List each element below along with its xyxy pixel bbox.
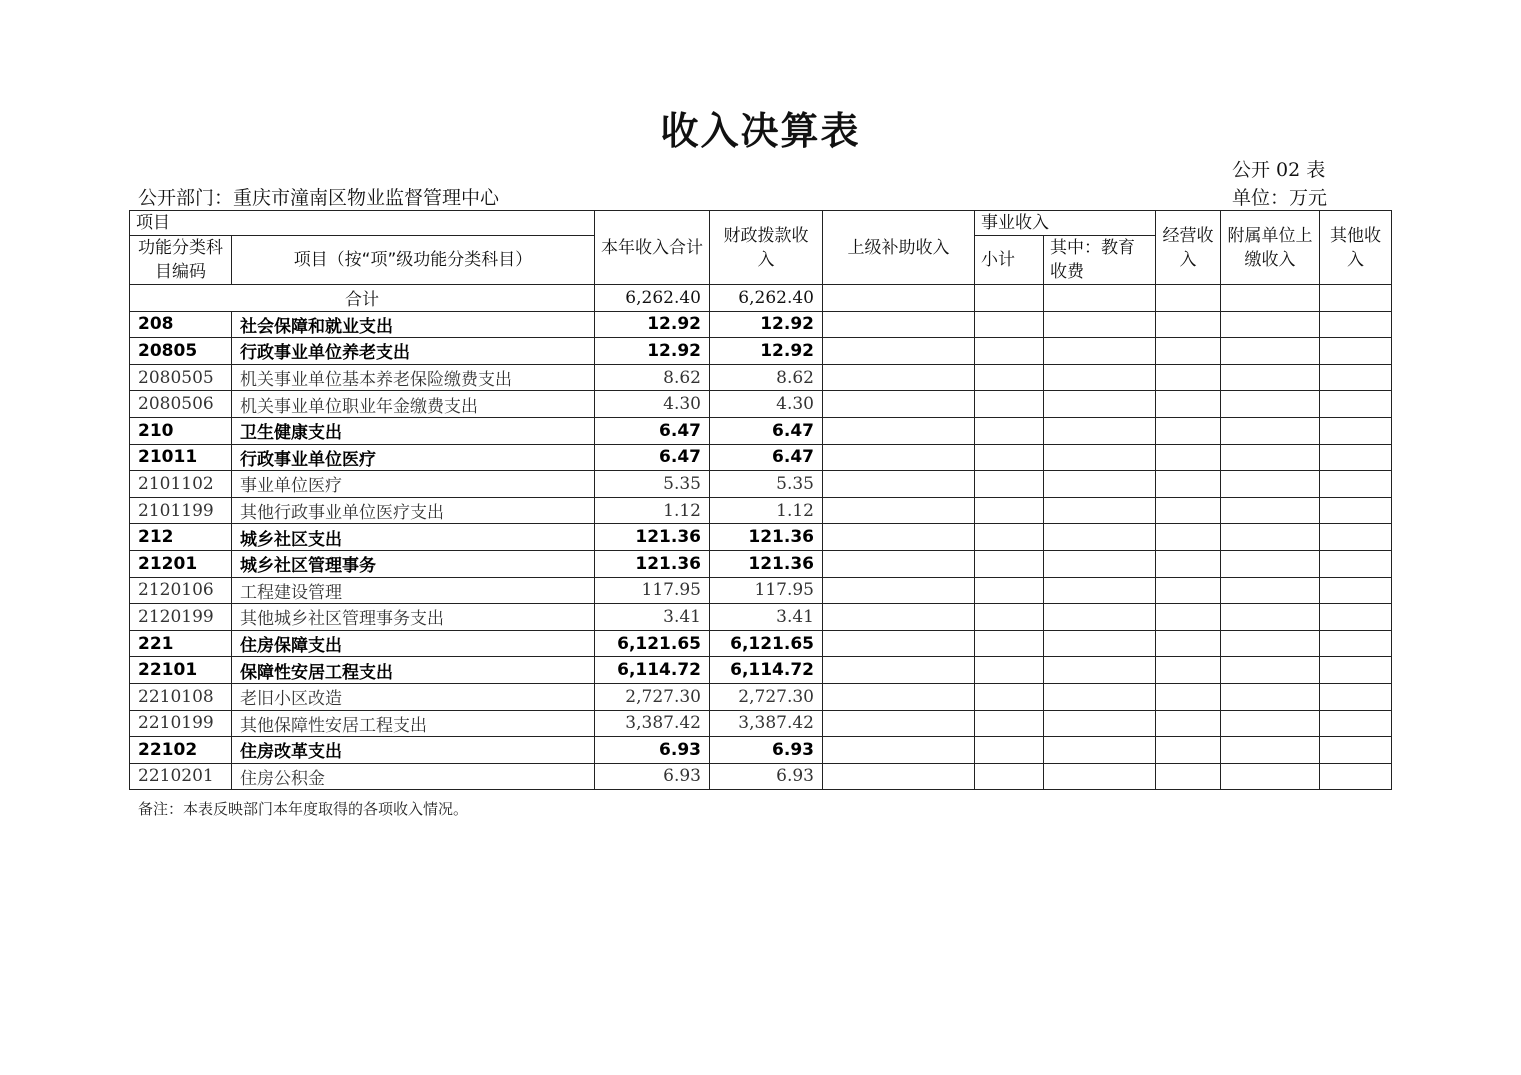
row-fiscal: 121.36 — [710, 550, 823, 577]
empty-cell — [1044, 737, 1156, 764]
empty-cell — [1221, 604, 1320, 631]
empty-cell — [975, 524, 1044, 551]
empty-cell — [1044, 577, 1156, 604]
row-total-income: 1.12 — [595, 497, 710, 524]
row-fiscal: 6.93 — [710, 737, 823, 764]
row-code: 2101199 — [130, 497, 232, 524]
table-body — [130, 285, 1392, 790]
empty-cell — [823, 497, 975, 524]
row-code: 2120106 — [130, 577, 232, 604]
empty-cell — [1320, 737, 1392, 764]
table-row — [130, 577, 1392, 604]
empty-cell — [1221, 285, 1320, 312]
empty-cell — [1156, 524, 1221, 551]
row-code: 22101 — [130, 657, 232, 684]
row-name: 其他行政事业单位医疗支出 — [232, 497, 595, 524]
empty-cell — [1221, 710, 1320, 737]
total-label: 合计 — [130, 285, 595, 312]
empty-cell — [1221, 683, 1320, 710]
row-fiscal: 3.41 — [710, 604, 823, 631]
header-operating: 经营收入 — [1156, 211, 1221, 285]
empty-cell — [1156, 364, 1221, 391]
empty-cell — [823, 444, 975, 471]
empty-cell — [823, 285, 975, 312]
empty-cell — [1320, 444, 1392, 471]
table-row — [130, 444, 1392, 471]
empty-cell — [1044, 391, 1156, 418]
empty-cell — [975, 737, 1044, 764]
row-total-income: 117.95 — [595, 577, 710, 604]
row-name: 事业单位医疗 — [232, 471, 595, 498]
empty-cell — [1320, 577, 1392, 604]
row-name: 住房保障支出 — [232, 630, 595, 657]
header-superior: 上级补助收入 — [823, 211, 975, 285]
empty-cell — [823, 710, 975, 737]
row-code: 212 — [130, 524, 232, 551]
empty-cell — [975, 683, 1044, 710]
empty-cell — [823, 311, 975, 338]
empty-cell — [823, 391, 975, 418]
row-code: 22102 — [130, 737, 232, 764]
empty-cell — [1320, 763, 1392, 790]
empty-cell — [975, 604, 1044, 631]
empty-cell — [975, 417, 1044, 444]
header-other: 其他收入 — [1320, 211, 1392, 285]
row-code: 21201 — [130, 550, 232, 577]
empty-cell — [1221, 338, 1320, 365]
row-fiscal: 5.35 — [710, 471, 823, 498]
empty-cell — [1156, 471, 1221, 498]
empty-cell — [823, 338, 975, 365]
empty-cell — [1044, 763, 1156, 790]
empty-cell — [975, 471, 1044, 498]
empty-cell — [1221, 737, 1320, 764]
row-fiscal: 6.93 — [710, 763, 823, 790]
row-total-income: 6.47 — [595, 417, 710, 444]
row-fiscal: 12.92 — [710, 311, 823, 338]
empty-cell — [1156, 763, 1221, 790]
row-name: 行政事业单位医疗 — [232, 444, 595, 471]
row-total-income: 6,114.72 — [595, 657, 710, 684]
empty-cell — [1044, 285, 1156, 312]
empty-cell — [1156, 391, 1221, 418]
row-name: 城乡社区支出 — [232, 524, 595, 551]
empty-cell — [1044, 710, 1156, 737]
empty-cell — [1221, 497, 1320, 524]
total-fiscal-value: 6,262.40 — [710, 285, 823, 312]
empty-cell — [1221, 417, 1320, 444]
row-name: 卫生健康支出 — [232, 417, 595, 444]
row-fiscal: 4.30 — [710, 391, 823, 418]
empty-cell — [823, 471, 975, 498]
empty-cell — [975, 285, 1044, 312]
row-fiscal: 8.62 — [710, 364, 823, 391]
table-row — [130, 524, 1392, 551]
empty-cell — [1156, 577, 1221, 604]
row-fiscal: 2,727.30 — [710, 683, 823, 710]
table-row — [130, 683, 1392, 710]
empty-cell — [823, 630, 975, 657]
empty-cell — [1156, 338, 1221, 365]
empty-cell — [1044, 471, 1156, 498]
empty-cell — [975, 497, 1044, 524]
row-name: 住房改革支出 — [232, 737, 595, 764]
row-code: 2210199 — [130, 710, 232, 737]
row-total-income: 3.41 — [595, 604, 710, 631]
row-name: 机关事业单位职业年金缴费支出 — [232, 391, 595, 418]
empty-cell — [975, 577, 1044, 604]
empty-cell — [1221, 471, 1320, 498]
empty-cell — [1320, 417, 1392, 444]
empty-cell — [1156, 604, 1221, 631]
empty-cell — [1156, 630, 1221, 657]
empty-cell — [975, 763, 1044, 790]
row-fiscal: 3,387.42 — [710, 710, 823, 737]
empty-cell — [1156, 710, 1221, 737]
empty-cell — [1320, 710, 1392, 737]
header-name: 项目（按“项”级功能分类科目） — [232, 236, 595, 285]
row-total-income: 6,121.65 — [595, 630, 710, 657]
header-project: 项目 — [130, 211, 595, 236]
empty-cell — [1156, 683, 1221, 710]
empty-cell — [1320, 285, 1392, 312]
row-fiscal: 6,121.65 — [710, 630, 823, 657]
empty-cell — [1221, 364, 1320, 391]
empty-cell — [975, 338, 1044, 365]
empty-cell — [1320, 497, 1392, 524]
row-total-income: 3,387.42 — [595, 710, 710, 737]
table-row — [130, 364, 1392, 391]
row-code: 2210201 — [130, 763, 232, 790]
empty-cell — [1320, 471, 1392, 498]
empty-cell — [1320, 524, 1392, 551]
row-total-income: 5.35 — [595, 471, 710, 498]
row-code: 221 — [130, 630, 232, 657]
row-fiscal: 121.36 — [710, 524, 823, 551]
empty-cell — [823, 763, 975, 790]
empty-cell — [823, 604, 975, 631]
empty-cell — [1320, 683, 1392, 710]
row-code: 20805 — [130, 338, 232, 365]
row-code: 2080506 — [130, 391, 232, 418]
row-name: 住房公积金 — [232, 763, 595, 790]
empty-cell — [1156, 417, 1221, 444]
empty-cell — [823, 737, 975, 764]
row-total-income: 12.92 — [595, 338, 710, 365]
empty-cell — [823, 364, 975, 391]
header-total-income: 本年收入合计 — [595, 211, 710, 285]
empty-cell — [1044, 338, 1156, 365]
empty-cell — [1320, 630, 1392, 657]
empty-cell — [1044, 364, 1156, 391]
empty-cell — [823, 657, 975, 684]
income-table — [129, 210, 1392, 790]
table-row — [130, 550, 1392, 577]
row-code: 210 — [130, 417, 232, 444]
table-header — [130, 211, 1392, 285]
empty-cell — [1044, 497, 1156, 524]
row-total-income: 6.93 — [595, 737, 710, 764]
footnote: 备注：本表反映部门本年度取得的各项收入情况。 — [138, 800, 469, 818]
row-code: 208 — [130, 311, 232, 338]
empty-cell — [1320, 657, 1392, 684]
row-fiscal: 1.12 — [710, 497, 823, 524]
unit-label: 单位：万元 — [1232, 187, 1328, 209]
empty-cell — [1221, 311, 1320, 338]
row-code: 2101102 — [130, 471, 232, 498]
empty-cell — [1044, 444, 1156, 471]
empty-cell — [1221, 550, 1320, 577]
empty-cell — [1221, 577, 1320, 604]
row-name: 其他城乡社区管理事务支出 — [232, 604, 595, 631]
empty-cell — [1156, 550, 1221, 577]
form-number: 公开 02 表 — [1232, 159, 1326, 181]
row-name: 工程建设管理 — [232, 577, 595, 604]
empty-cell — [1221, 524, 1320, 551]
table-row — [130, 497, 1392, 524]
empty-cell — [1221, 657, 1320, 684]
empty-cell — [1320, 311, 1392, 338]
empty-cell — [975, 444, 1044, 471]
empty-cell — [1044, 550, 1156, 577]
header-business-education: 其中：教育收费 — [1044, 236, 1156, 285]
row-total-income: 4.30 — [595, 391, 710, 418]
empty-cell — [1044, 657, 1156, 684]
empty-cell — [975, 364, 1044, 391]
row-code: 2080505 — [130, 364, 232, 391]
row-code: 2120199 — [130, 604, 232, 631]
row-fiscal: 12.92 — [710, 338, 823, 365]
empty-cell — [1156, 311, 1221, 338]
page-title: 收入决算表 — [660, 109, 861, 153]
empty-cell — [1044, 417, 1156, 444]
header-code: 功能分类科目编码 — [130, 236, 232, 285]
empty-cell — [975, 391, 1044, 418]
empty-cell — [975, 630, 1044, 657]
table-row — [130, 391, 1392, 418]
row-code: 21011 — [130, 444, 232, 471]
empty-cell — [823, 524, 975, 551]
row-code: 2210108 — [130, 683, 232, 710]
row-total-income: 6.47 — [595, 444, 710, 471]
row-name: 行政事业单位养老支出 — [232, 338, 595, 365]
table-row — [130, 630, 1392, 657]
total-row — [130, 285, 1392, 312]
empty-cell — [1044, 604, 1156, 631]
table-row — [130, 471, 1392, 498]
empty-cell — [1320, 364, 1392, 391]
header-fiscal: 财政拨款收入 — [710, 211, 823, 285]
empty-cell — [1044, 311, 1156, 338]
row-total-income: 121.36 — [595, 524, 710, 551]
empty-cell — [1221, 630, 1320, 657]
empty-cell — [1320, 604, 1392, 631]
empty-cell — [1221, 391, 1320, 418]
empty-cell — [975, 710, 1044, 737]
row-name: 社会保障和就业支出 — [232, 311, 595, 338]
header-business-subtotal: 小计 — [975, 236, 1044, 285]
empty-cell — [823, 550, 975, 577]
table-row — [130, 311, 1392, 338]
empty-cell — [975, 311, 1044, 338]
empty-cell — [1320, 338, 1392, 365]
table-row — [130, 763, 1392, 790]
table-row — [130, 338, 1392, 365]
empty-cell — [823, 577, 975, 604]
row-name: 保障性安居工程支出 — [232, 657, 595, 684]
table-row — [130, 657, 1392, 684]
empty-cell — [1156, 444, 1221, 471]
empty-cell — [1156, 497, 1221, 524]
empty-cell — [1320, 550, 1392, 577]
empty-cell — [975, 657, 1044, 684]
department-label: 公开部门：重庆市潼南区物业监督管理中心 — [138, 187, 500, 209]
total-income-value: 6,262.40 — [595, 285, 710, 312]
header-affiliated: 附属单位上缴收入 — [1221, 211, 1320, 285]
empty-cell — [1044, 524, 1156, 551]
header-business: 事业收入 — [975, 211, 1156, 236]
empty-cell — [1044, 683, 1156, 710]
empty-cell — [823, 417, 975, 444]
row-total-income: 12.92 — [595, 311, 710, 338]
row-fiscal: 6,114.72 — [710, 657, 823, 684]
row-name: 机关事业单位基本养老保险缴费支出 — [232, 364, 595, 391]
empty-cell — [1221, 763, 1320, 790]
empty-cell — [1320, 391, 1392, 418]
row-fiscal: 6.47 — [710, 417, 823, 444]
row-name: 老旧小区改造 — [232, 683, 595, 710]
row-name: 其他保障性安居工程支出 — [232, 710, 595, 737]
empty-cell — [975, 550, 1044, 577]
table-row — [130, 737, 1392, 764]
empty-cell — [1156, 737, 1221, 764]
row-total-income: 6.93 — [595, 763, 710, 790]
row-name: 城乡社区管理事务 — [232, 550, 595, 577]
empty-cell — [1044, 630, 1156, 657]
row-total-income: 2,727.30 — [595, 683, 710, 710]
row-fiscal: 6.47 — [710, 444, 823, 471]
empty-cell — [1156, 285, 1221, 312]
empty-cell — [1221, 444, 1320, 471]
table-row — [130, 417, 1392, 444]
table-row — [130, 710, 1392, 737]
row-total-income: 8.62 — [595, 364, 710, 391]
row-total-income: 121.36 — [595, 550, 710, 577]
empty-cell — [823, 683, 975, 710]
row-fiscal: 117.95 — [710, 577, 823, 604]
table-row — [130, 604, 1392, 631]
empty-cell — [1156, 657, 1221, 684]
